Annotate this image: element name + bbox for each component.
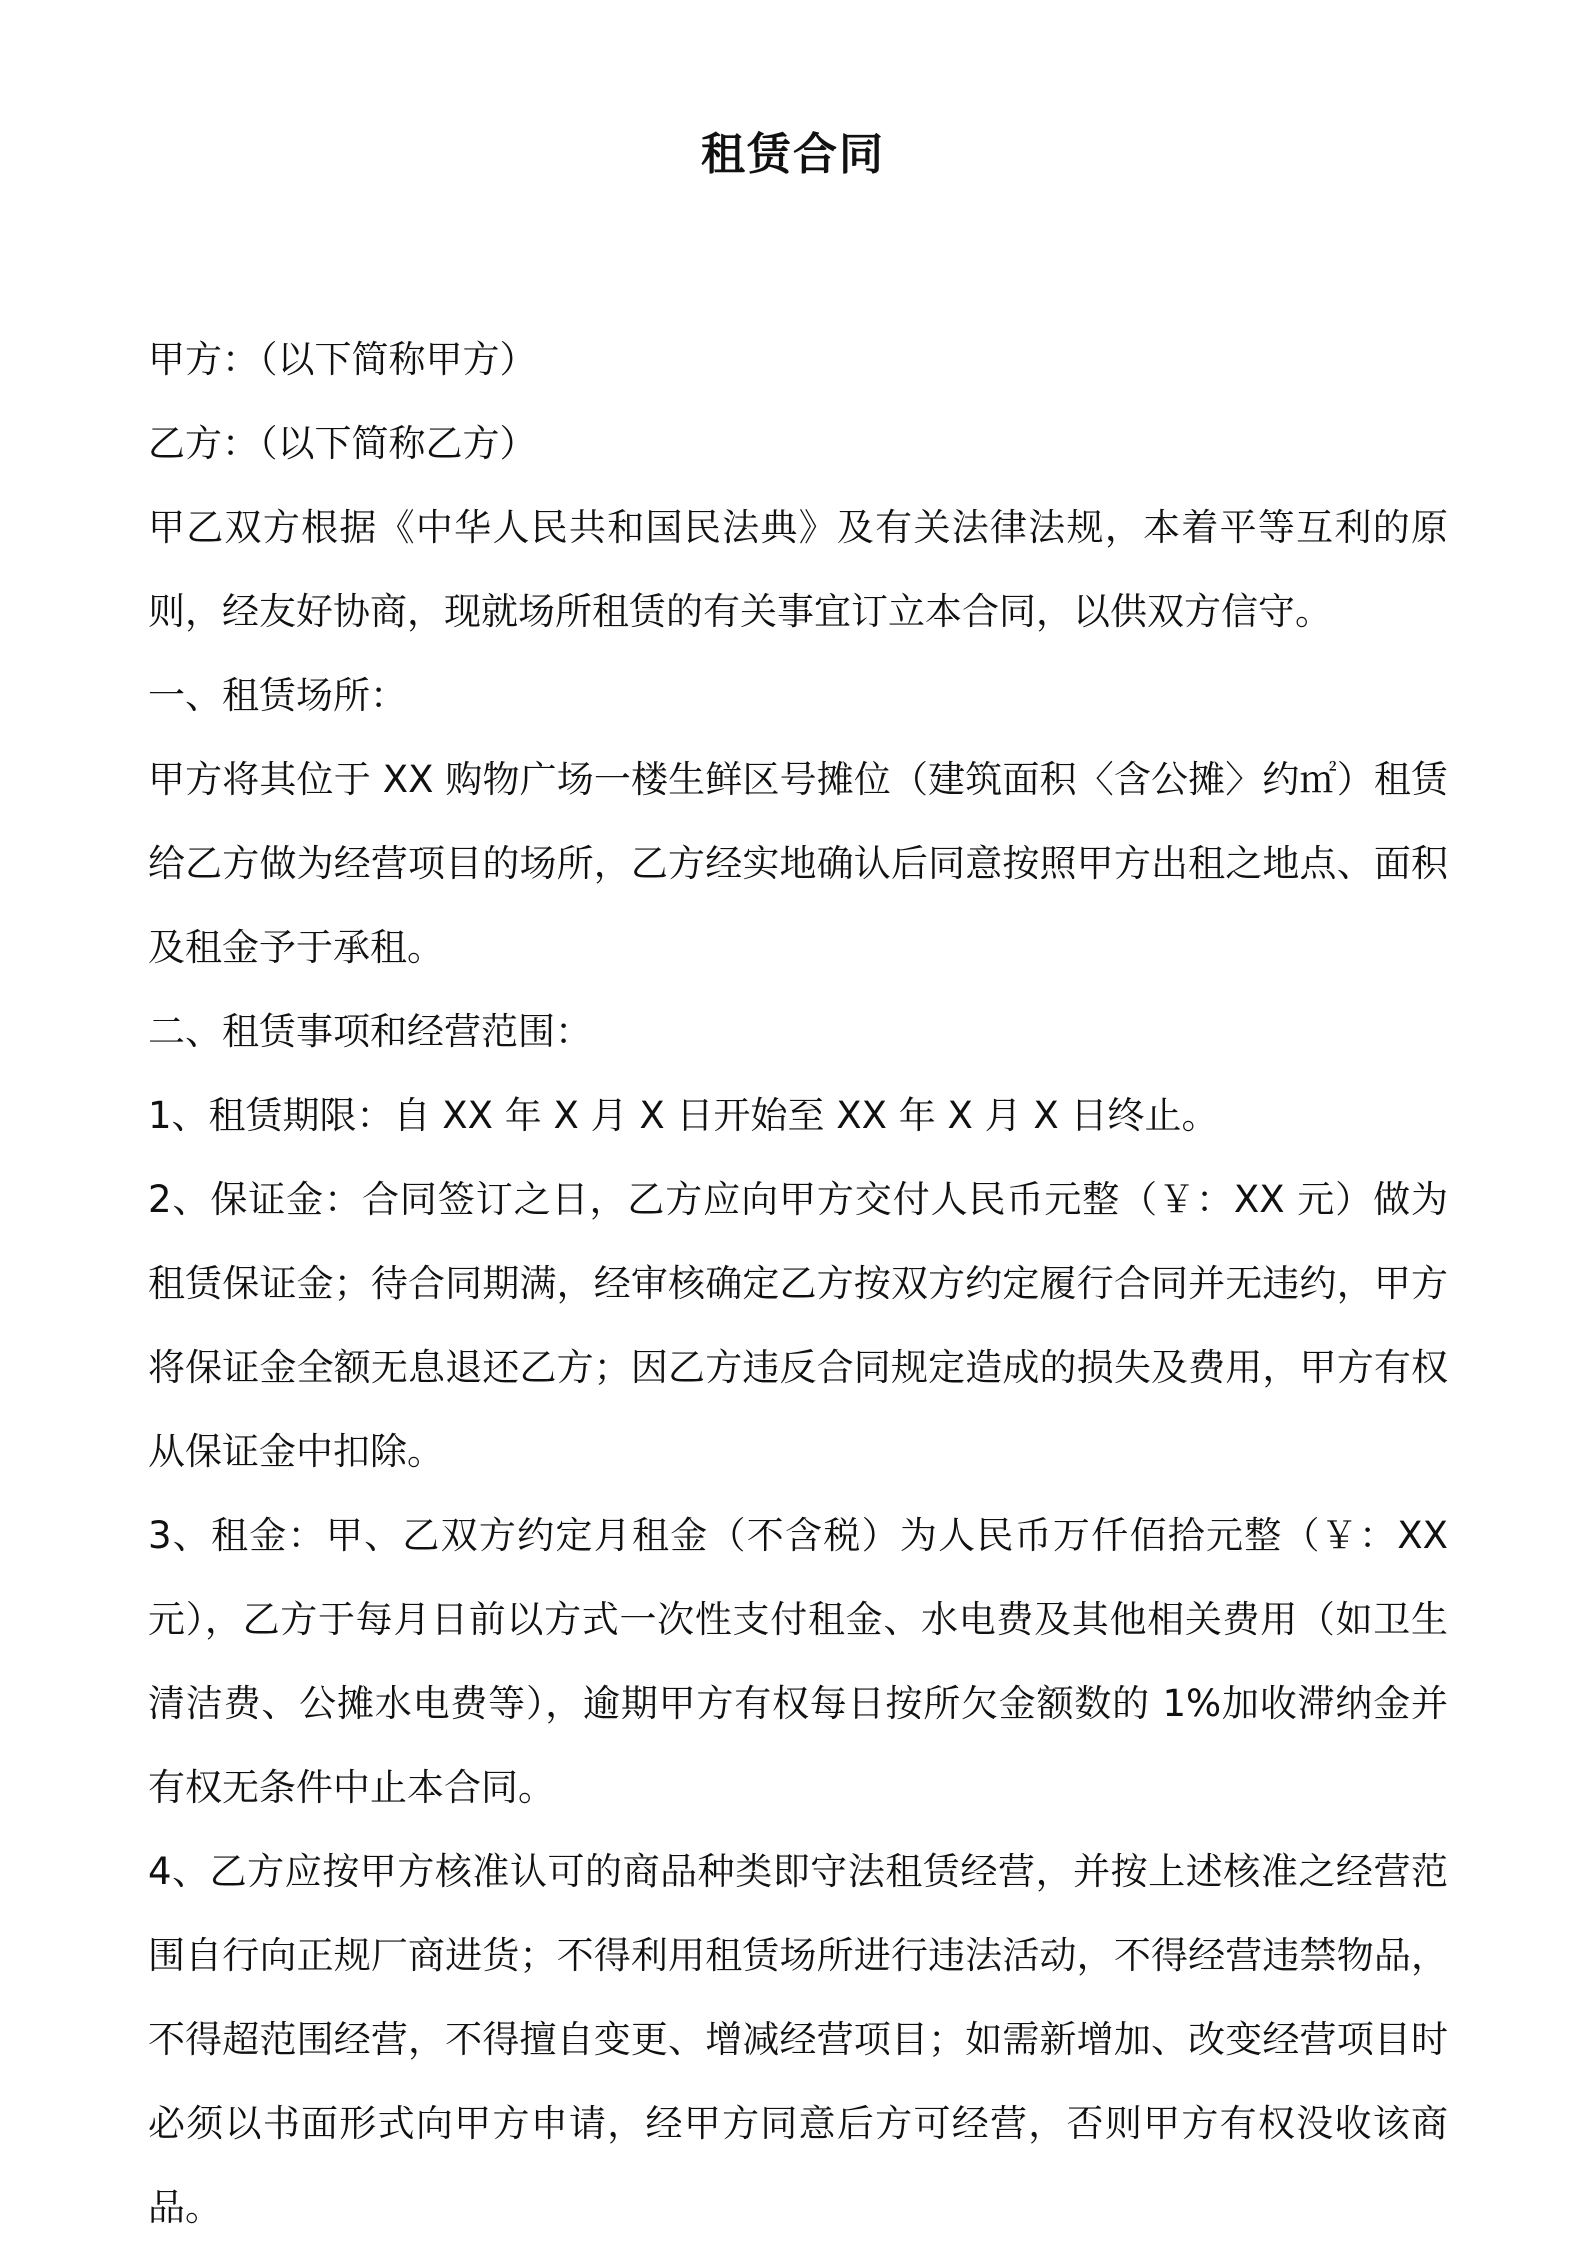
section-heading-premises: 一、租赁场所： bbox=[148, 674, 407, 717]
section-heading-scope: 二、租赁事项和经营范围： bbox=[148, 1010, 592, 1053]
premises-paragraph: 甲方将其位于 XX 购物广场一楼生鲜区号摊位（建筑面积〈含公摊〉约㎡）租赁给乙方做为经营项目的场所，乙方经实地确认后同意按照甲方出租之地点、面积及租金予于承租。 bbox=[148, 758, 1448, 969]
clause-term: 1、租赁期限：自 XX 年 X 月 X 日开始至 XX 年 X 月 X 日终止。 bbox=[148, 1094, 1219, 1137]
preamble-paragraph: 甲乙双方根据《中华人民共和国民法典》及有关法律法规，本着平等互利的原则，经友好协商，现就场所租赁的有关事宜订立本合同，以供双方信守。 bbox=[148, 506, 1448, 633]
party-a-line: 甲方：（以下简称甲方） bbox=[148, 338, 537, 381]
clause-rent: 3、租金：甲、乙双方约定月租金（不含税）为人民币万仟佰拾元整（￥：XX 元），乙方于每月日前以方式一次性支付租金、水电费及其他相关费用（如卫生清洁费、公摊水电费等），逾期甲方有权每日按所欠金额数的 1%加收滞纳金并有权无条件中止本合同。 bbox=[148, 1514, 1448, 1809]
clause-business-scope: 4、乙方应按甲方核准认可的商品种类即守法租赁经营，并按上述核准之经营范围自行向正规厂商进货；不得利用租赁场所进行违法活动，不得经营违禁物品，不得超范围经营，不得擅自变更、增减经营项目；如需新增加、改变经营项目时必须以书面形式向甲方申请，经甲方同意后方可经营，否则甲方有权没收该商品。 bbox=[148, 1850, 1448, 2229]
document-body bbox=[148, 318, 1448, 2250]
clause-deposit: 2、保证金：合同签订之日，乙方应向甲方交付人民币元整（￥：XX 元）做为租赁保证金；待合同期满，经审核确定乙方按双方约定履行合同并无违约，甲方将保证金全额无息退还乙方；因乙方违反合同规定造成的损失及费用，甲方有权从保证金中扣除。 bbox=[148, 1178, 1448, 1473]
document-title: 租赁合同 bbox=[701, 129, 885, 180]
party-b-line: 乙方：（以下简称乙方） bbox=[148, 422, 537, 465]
